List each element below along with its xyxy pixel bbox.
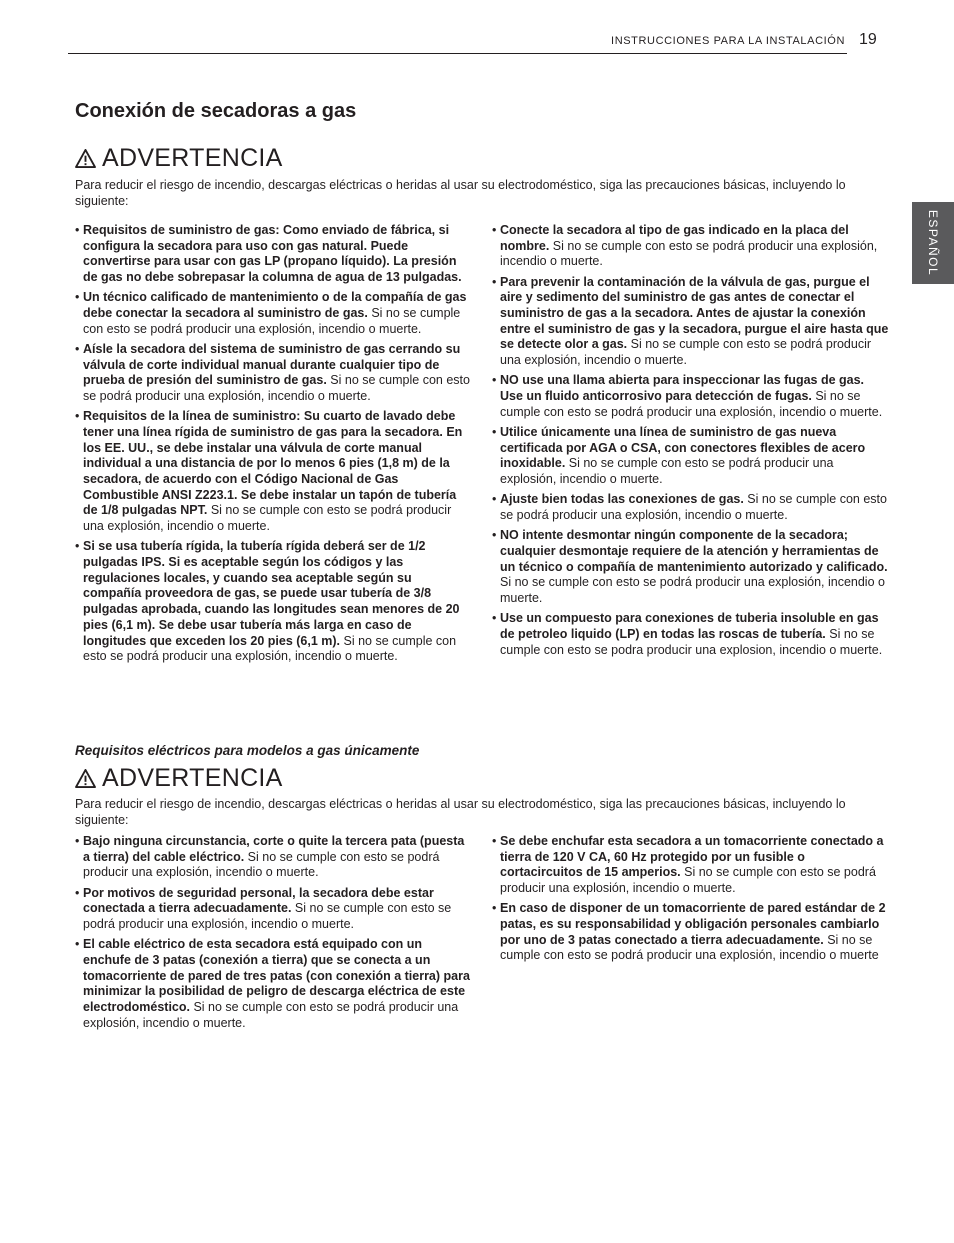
warning-item xyxy=(492,901,890,964)
warning-item-bold: Por motivos de seguridad personal, la secadora debe estar conectada a tierra adecuadamente. xyxy=(83,885,434,916)
warning-list-2-left xyxy=(75,834,473,1036)
warning-item-text: Si no se cumple con esto se podrá producir una explosión, incendio o muerte xyxy=(500,932,879,963)
warning-item-bold: Requisitos de suministro de gas: Como enviado de fábrica, si configura la secadora para uso con gas natural. Puede convertirse para usar con gas LP (propano líquido). La presión de gas no debe sobrepasar la columna de agua de 13 pulgadas. xyxy=(83,223,462,285)
warning-item-text: Si no se cumple con esto se podrá producir una explosión, incendio o muerte. xyxy=(500,865,876,896)
section-title: Conexión de secadoras a gas xyxy=(75,100,357,122)
warning-item-bold: En caso de disponer de un tomacorriente de pared estándar de 2 patas, es su responsabilidad y obligación personales cambiarlo por uno de 3 patas conectado a tierra adecuadamente. xyxy=(500,901,886,947)
warning-list-2-right xyxy=(492,834,890,969)
warning-item-bold: Requisitos de la línea de suministro: Su cuarto de lavado debe tener una línea rígida de suministro de gas para la secadora. En los EE. UU., se debe instalar una válvula de corte manual individual a una distancia de por lo menos 6 pies (1,8 m) de la secadora, de acuerdo con el Código Nacional de Gas Combustible ANSI Z223.1. Se debe instalar un tapón de tubería de 1/8 pulgadas NPT. xyxy=(83,409,463,518)
warning-item-text: Si no se cumple con esto se podrá producir una explosión, incendio o muerte. xyxy=(500,492,887,522)
warning-item xyxy=(492,611,890,658)
warning-item-text: Si no se cumple con esto se podrá producir una explosión, incendio o muerte. xyxy=(83,901,452,932)
warning-item-text: Si no se cumple con esto se podrá producir una explosión, incendio o muerte. xyxy=(83,503,452,534)
warning-item xyxy=(75,342,473,405)
page-number: 19 xyxy=(859,31,877,48)
warning-item-bold: Utilice únicamente una línea de suministro de gas nueva certificada por AGA o CSA, con conectores flexibles de acero inoxidable. xyxy=(500,424,866,471)
warning-item-text: Si no se cumple con esto se podrá producir una explosión, incendio o muerte. xyxy=(500,337,872,368)
warning-item xyxy=(75,223,473,286)
warning-item-bold: Conecte la secadora al tipo de gas indicado en la placa del nombre. xyxy=(500,223,849,253)
warning-item-bold: Use un compuesto para conexiones de tuberia insoluble en gas de petroleo liquido (LP) en todas las roscas de tubería. xyxy=(500,611,879,641)
subheading: Requisitos eléctricos para modelos a gas únicamente xyxy=(75,743,420,758)
warning-title-1: ADVERTENCIA xyxy=(102,144,283,172)
warning-triangle-icon xyxy=(75,769,96,788)
warning-heading-1 xyxy=(75,144,283,173)
warning-item xyxy=(75,409,473,535)
warning-list-1-right xyxy=(492,223,890,663)
warning-item-bold: NO use una llama abierta para inspeccionar las fugas de gas. Use un fluido anticorrosivo para detección de fugas. xyxy=(500,373,865,404)
warning-item xyxy=(75,937,473,1031)
warning-item xyxy=(75,834,473,881)
warning-item-text: Si no se cumple con esto se podrá producir una explosión, incendio o muerte. xyxy=(500,389,883,419)
warning-item-bold: NO intente desmontar ningún componente de la secadora; cualquier desmontaje requiere de la atención y herramientas de un técnico o compañía de mantenimiento autorizado y calificado. xyxy=(500,528,888,574)
warning-heading-2 xyxy=(75,764,283,793)
warning-item-text: Si no se cumple con esto se podrá producir una explosión, incendio o muerte. xyxy=(500,238,878,269)
warning-list-1-left xyxy=(75,223,473,669)
warning-item xyxy=(75,886,473,933)
header-text: INSTRUCCIONES PARA LA INSTALACIÓN xyxy=(611,35,845,47)
warning-intro-1: Para reducir el riesgo de incendio, descargas eléctricas o heridas al usar su electrodoméstico, siga las precauciones básicas, incluyendo lo siguiente: xyxy=(75,178,846,208)
warning-item-bold: Un técnico calificado de mantenimiento o de la compañía de gas debe conectar la secadora al suministro de gas. xyxy=(83,290,467,321)
warning-title-2: ADVERTENCIA xyxy=(102,764,283,792)
warning-item xyxy=(75,539,473,665)
warning-item-text: Si no se cumple con esto se podrá producir una explosión, incendio o muerte. xyxy=(500,456,834,487)
warning-item xyxy=(492,223,890,270)
warning-item-text: Si no se cumple con esto se podrá producir una explosión, incendio o muerte. xyxy=(83,373,470,404)
warning-item xyxy=(492,492,890,523)
warning-item-bold: Si se usa tubería rígida, la tubería rígida deberá ser de 1/2 pulgadas IPS. Si es aceptable según los códigos y las regulaciones locales, y cuando sea aceptable según su compañía proveedora de gas, se puede usar tubería de 3/8 pulgadas aprobada, cuando las longitudes sean menores de 20 pies (6,1 m). Se debe usar tubería más larga en caso de longitudes que exceden los 20 pies (6,1 m). xyxy=(83,539,460,648)
warning-item-bold: Aísle la secadora del sistema de suministro de gas cerrando su válvula de corte individual manual durante cualquier tipo de prueba de presión del suministro de gas. xyxy=(83,341,461,388)
language-tab xyxy=(912,202,954,284)
warning-triangle-icon xyxy=(75,149,96,168)
language-tab-label: ESPAÑOL xyxy=(926,209,940,277)
warning-item-bold: El cable eléctrico de esta secadora está equipado con un enchufe de 3 patas (conexión a tierra) que se conecta a un tomacorriente de pared de tres patas (con conexión a tierra) para minimizar la posibilidad de peligro de descarga eléctrica de este electrodoméstico. xyxy=(83,937,470,1015)
warning-item-bold: Bajo ninguna circunstancia, corte o quite la tercera pata (puesta a tierra) del cable eléctrico. xyxy=(83,834,465,864)
warning-intro-2: Para reducir el riesgo de incendio, descargas eléctricas o heridas al usar su electrodoméstico, siga las precauciones básicas, incluyendo lo siguiente: xyxy=(75,797,846,827)
warning-item xyxy=(492,528,890,607)
warning-item-text: Si no se cumple con esto se podrá producir una explosión, incendio o muerte. xyxy=(83,849,440,880)
page-header xyxy=(68,31,847,54)
warning-item-text: Si no se cumple con esto se podrá producir una explosión, incendio o muerte. xyxy=(83,1000,459,1030)
warning-item-bold: Ajuste bien todas las conexiones de gas. xyxy=(500,492,744,507)
warning-item xyxy=(492,425,890,488)
warning-item xyxy=(492,373,890,420)
warning-item-text: Si no se cumple con esto se podrá producir una explosión, incendio o muerte. xyxy=(83,306,461,336)
warning-item xyxy=(75,290,473,337)
warning-item-text: Si no se cumple con esto se podra producir una explosion, incendio o muerte. xyxy=(500,626,883,657)
warning-item-bold: Para prevenir la contaminación de la válvula de gas, purgue el aire y sedimento del suministro de gas antes de conectar el suministro de gas a la secadora. Antes de ajustar la conexión entre el suministro de gas y la secadora, purgue el aire hasta que se detecte olor a gas. xyxy=(500,274,889,352)
warning-item-bold: Se debe enchufar esta secadora a un tomacorriente conectado a tierra de 120 V CA, 60 Hz protegido por un fusible o cortacircuitos de 15 amperios. xyxy=(500,834,884,880)
warning-item-text: Si no se cumple con esto se podrá producir una explosión, incendio o muerte. xyxy=(500,575,885,605)
warning-item xyxy=(492,834,890,897)
warning-item xyxy=(492,275,890,369)
warning-item-text: Si no se cumple con esto se podrá producir una explosión, incendio o muerte. xyxy=(83,633,457,664)
